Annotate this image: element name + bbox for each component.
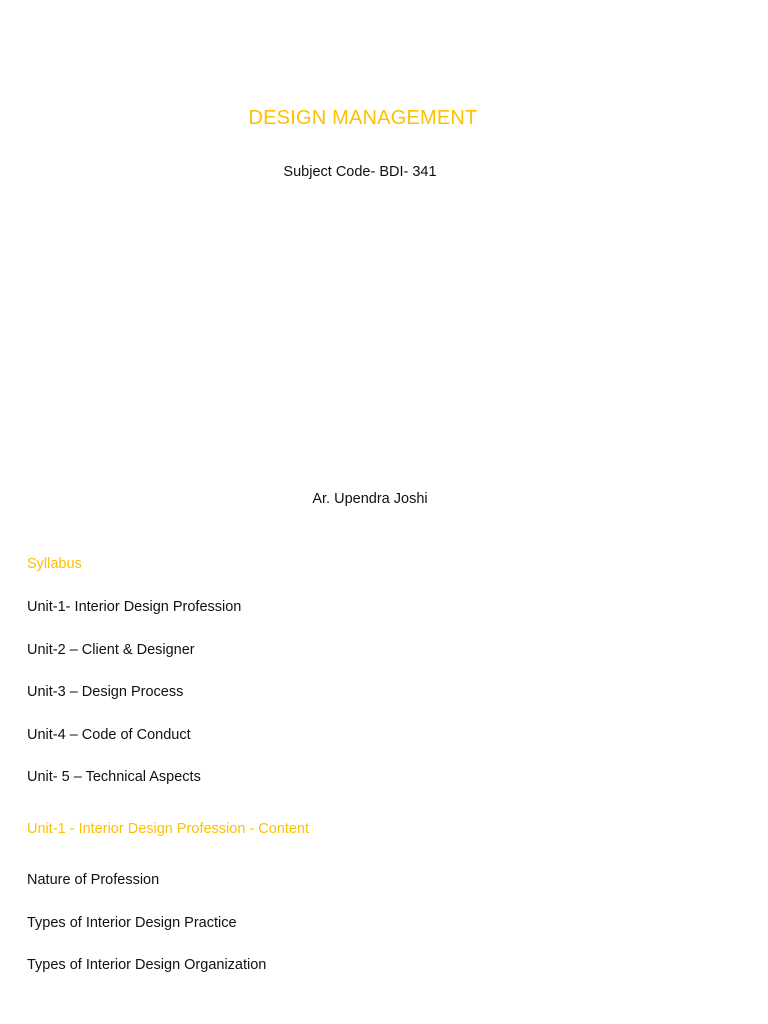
content-item: Nature of Profession [27,872,160,888]
subject-code: Subject Code- BDI- 341 [283,164,437,180]
syllabus-unit-item: Unit-1- Interior Design Profession [27,599,242,615]
content-item: Types of Interior Design Practice [27,914,237,931]
document-title: DESIGN MANAGEMENT [248,107,478,129]
syllabus-heading: Syllabus [27,556,82,572]
syllabus-unit-list [27,598,241,811]
syllabus-unit-item: Unit-2 – Client & Designer [27,641,195,658]
syllabus-unit-item: Unit-4 – Code of Conduct [27,726,191,743]
content-item: Types of Interior Design Organization [27,957,267,973]
unit1-content-list [27,871,266,999]
syllabus-unit-item: Unit- 5 – Technical Aspects [27,769,201,785]
unit1-content-heading: Unit-1 - Interior Design Profession - Content [27,821,310,837]
syllabus-unit-item: Unit-3 – Design Process [27,684,184,700]
author-name: Ar. Upendra Joshi [312,491,428,507]
